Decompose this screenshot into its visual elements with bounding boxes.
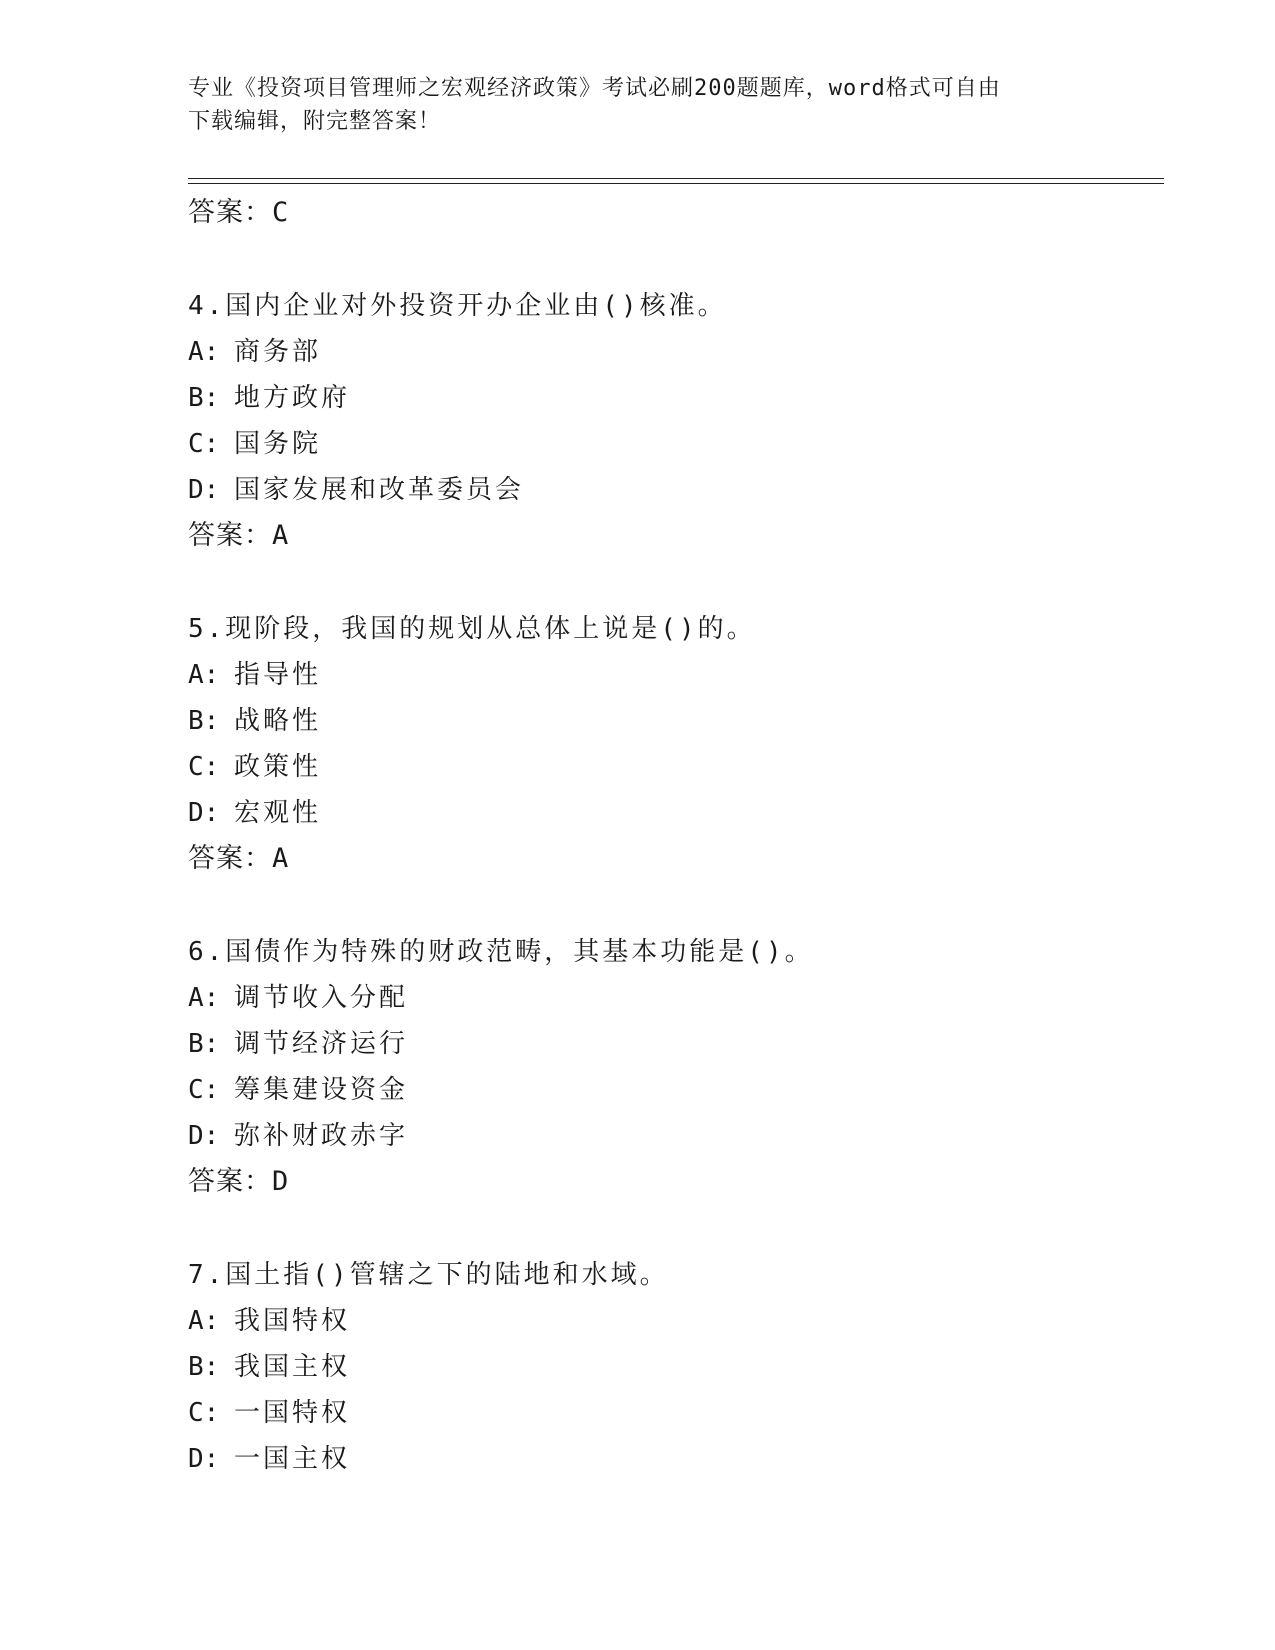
option-letter: B: xyxy=(188,706,220,736)
answer-line: 答案：D xyxy=(188,1166,290,1197)
question-gap xyxy=(188,559,1168,606)
option-text: 商务部 xyxy=(234,337,322,367)
option-letter: D: xyxy=(188,475,220,505)
option-letter: C: xyxy=(188,1398,220,1428)
option-text: 国家发展和改革委员会 xyxy=(234,475,525,505)
option-letter: A: xyxy=(188,337,220,367)
option-b xyxy=(188,698,1168,744)
question-gap xyxy=(188,882,1168,929)
answer-line: 答案：C xyxy=(188,197,290,228)
option-c xyxy=(188,1067,1168,1113)
option-letter: D: xyxy=(188,1444,220,1474)
option-b xyxy=(188,1021,1168,1067)
option-text: 国务院 xyxy=(234,429,322,459)
option-letter: D: xyxy=(188,1121,220,1151)
option-text: 调节收入分配 xyxy=(234,983,409,1013)
option-text: 筹集建设资金 xyxy=(234,1075,409,1105)
question-text: 7.国土指()管辖之下的陆地和水域。 xyxy=(188,1260,669,1290)
option-text: 宏观性 xyxy=(234,798,322,828)
option-letter: B: xyxy=(188,1029,220,1059)
question-text: 4.国内企业对外投资开办企业由()核准。 xyxy=(188,291,727,321)
question-text: 6.国债作为特殊的财政范畴，其基本功能是()。 xyxy=(188,937,814,967)
option-letter: D: xyxy=(188,798,220,828)
document-header xyxy=(188,72,1088,138)
option-a xyxy=(188,652,1168,698)
question-text: 5.现阶段，我国的规划从总体上说是()的。 xyxy=(188,614,756,644)
option-text: 一国特权 xyxy=(234,1398,351,1428)
option-c xyxy=(188,744,1168,790)
option-b xyxy=(188,375,1168,421)
question-block xyxy=(188,929,1168,1205)
answer-line: 答案：A xyxy=(188,843,290,874)
document-body xyxy=(188,190,1168,1482)
option-a xyxy=(188,329,1168,375)
question-block xyxy=(188,606,1168,882)
option-text: 我国特权 xyxy=(234,1306,351,1336)
option-text: 调节经济运行 xyxy=(234,1029,409,1059)
option-text: 政策性 xyxy=(234,752,322,782)
header-line-2: 下载编辑，附完整答案！ xyxy=(188,109,442,134)
option-d xyxy=(188,1113,1168,1159)
header-divider-top xyxy=(188,178,1164,179)
option-d xyxy=(188,790,1168,836)
option-a xyxy=(188,975,1168,1021)
option-letter: B: xyxy=(188,1352,220,1382)
option-text: 弥补财政赤字 xyxy=(234,1121,409,1151)
option-text: 一国主权 xyxy=(234,1444,351,1474)
option-letter: C: xyxy=(188,429,220,459)
header-line-1: 专业《投资项目管理师之宏观经济政策》考试必刷200题题库，word格式可自由 xyxy=(188,76,1001,101)
question-gap xyxy=(188,1205,1168,1252)
option-c xyxy=(188,1390,1168,1436)
option-letter: B: xyxy=(188,383,220,413)
question-block xyxy=(188,1252,1168,1482)
option-letter: A: xyxy=(188,660,220,690)
option-c xyxy=(188,421,1168,467)
question-block xyxy=(188,283,1168,559)
option-d xyxy=(188,467,1168,513)
question-gap xyxy=(188,236,1168,283)
option-text: 指导性 xyxy=(234,660,322,690)
header-divider-bottom xyxy=(188,183,1164,184)
option-letter: A: xyxy=(188,1306,220,1336)
option-text: 地方政府 xyxy=(234,383,351,413)
option-a xyxy=(188,1298,1168,1344)
answer-line: 答案：A xyxy=(188,520,290,551)
option-letter: C: xyxy=(188,1075,220,1105)
option-letter: A: xyxy=(188,983,220,1013)
option-text: 战略性 xyxy=(234,706,322,736)
option-letter: C: xyxy=(188,752,220,782)
option-d xyxy=(188,1436,1168,1482)
option-b xyxy=(188,1344,1168,1390)
option-text: 我国主权 xyxy=(234,1352,351,1382)
